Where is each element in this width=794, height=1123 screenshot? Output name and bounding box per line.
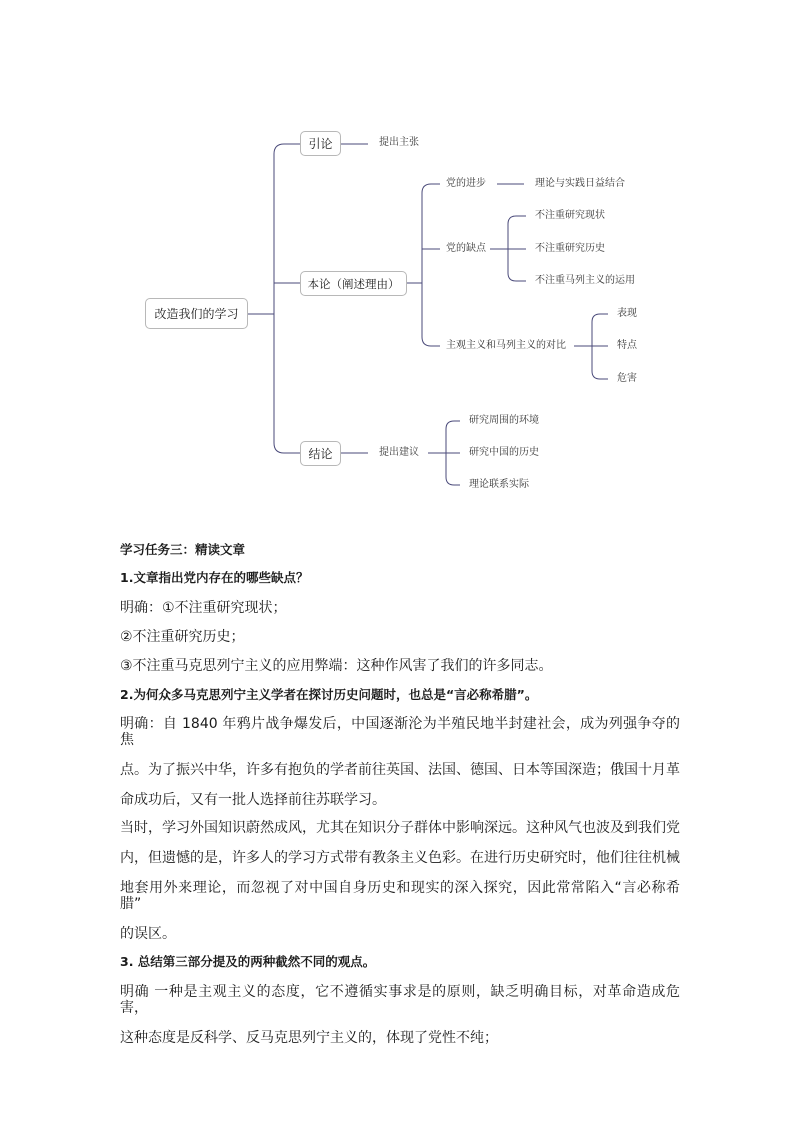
answer-1-line: 明确：①不注重研究现状；: [120, 600, 287, 616]
conclusion-item: 理论联系实际: [469, 479, 529, 490]
answer-2-line: 命成功后，又有一批人选择前往苏联学习。: [120, 792, 386, 808]
question-3: 3. 总结第三部分提及的两种截然不同的观点。: [120, 954, 376, 969]
progress-child-node: 理论与实践日益结合: [535, 178, 625, 189]
contrast-item: 特点: [617, 340, 637, 351]
question-2: 2.为何众多马克思列宁主义学者在探讨历史问题时，也总是“言必称希腊”。: [120, 687, 538, 702]
conclusion-item: 研究中国的历史: [469, 447, 539, 458]
root-node: 改造我们的学习: [145, 298, 248, 329]
conclusion-child-node: 提出建议: [379, 447, 419, 458]
intro-child-node: 提出主张: [379, 137, 419, 148]
answer-2b-line: 地套用外来理论，而忽视了对中国自身历史和现实的深入探究，因此常常陷入“言必称希腊”: [120, 880, 680, 912]
answer-2-line: 点。为了振兴中华，许多有抱负的学者前往英国、法国、德国、日本等国深造；俄国十月革: [120, 762, 680, 778]
body-node: 本论（阐述理由）: [300, 271, 407, 296]
answer-2b-line: 当时，学习外国知识蔚然成风，尤其在知识分子群体中影响深远。这种风气也波及到我们党: [120, 820, 680, 836]
contrast-item: 危害: [617, 373, 637, 384]
question-1: 1.文章指出党内存在的哪些缺点？: [120, 570, 309, 585]
document-body: [120, 536, 680, 1046]
intro-node: 引论: [300, 131, 341, 156]
answer-3-line: 明确 一种是主观主义的态度，它不遵循实事求是的原则，缺乏明确目标，对革命造成危害，: [120, 984, 680, 1016]
answer-2-line: 明确：自 1840 年鸦片战争爆发后，中国逐渐沦为半殖民地半封建社会，成为列强争夺的焦: [120, 716, 680, 748]
answer-1-line: ③不注重马克思列宁主义的应用弊端：这种作风害了我们的许多同志。: [120, 658, 553, 674]
shortcoming-item: 不注重研究现状: [535, 210, 605, 221]
answer-2b-line: 内，但遗憾的是，许多人的学习方式带有教条主义色彩。在进行历史研究时，他们往往机械: [120, 850, 680, 866]
answer-2b-line: 的误区。: [120, 926, 176, 942]
mind-map-connectors: [0, 0, 794, 520]
mind-map: [0, 0, 794, 520]
conclusion-item: 研究周围的环境: [469, 415, 539, 426]
contrast-item: 表现: [617, 308, 637, 319]
shortcoming-item: 不注重马列主义的运用: [535, 275, 635, 286]
answer-3-line: 这种态度是反科学、反马克思列宁主义的，体现了党性不纯；: [120, 1030, 498, 1046]
contrast-node: 主观主义和马列主义的对比: [446, 340, 566, 351]
answer-1-line: ②不注重研究历史；: [120, 629, 245, 645]
conclusion-node: 结论: [300, 441, 341, 466]
task-heading: 学习任务三：精读文章: [120, 542, 246, 557]
progress-node: 党的进步: [446, 178, 486, 189]
shortcoming-item: 不注重研究历史: [535, 243, 605, 254]
shortcomings-node: 党的缺点: [446, 243, 486, 254]
